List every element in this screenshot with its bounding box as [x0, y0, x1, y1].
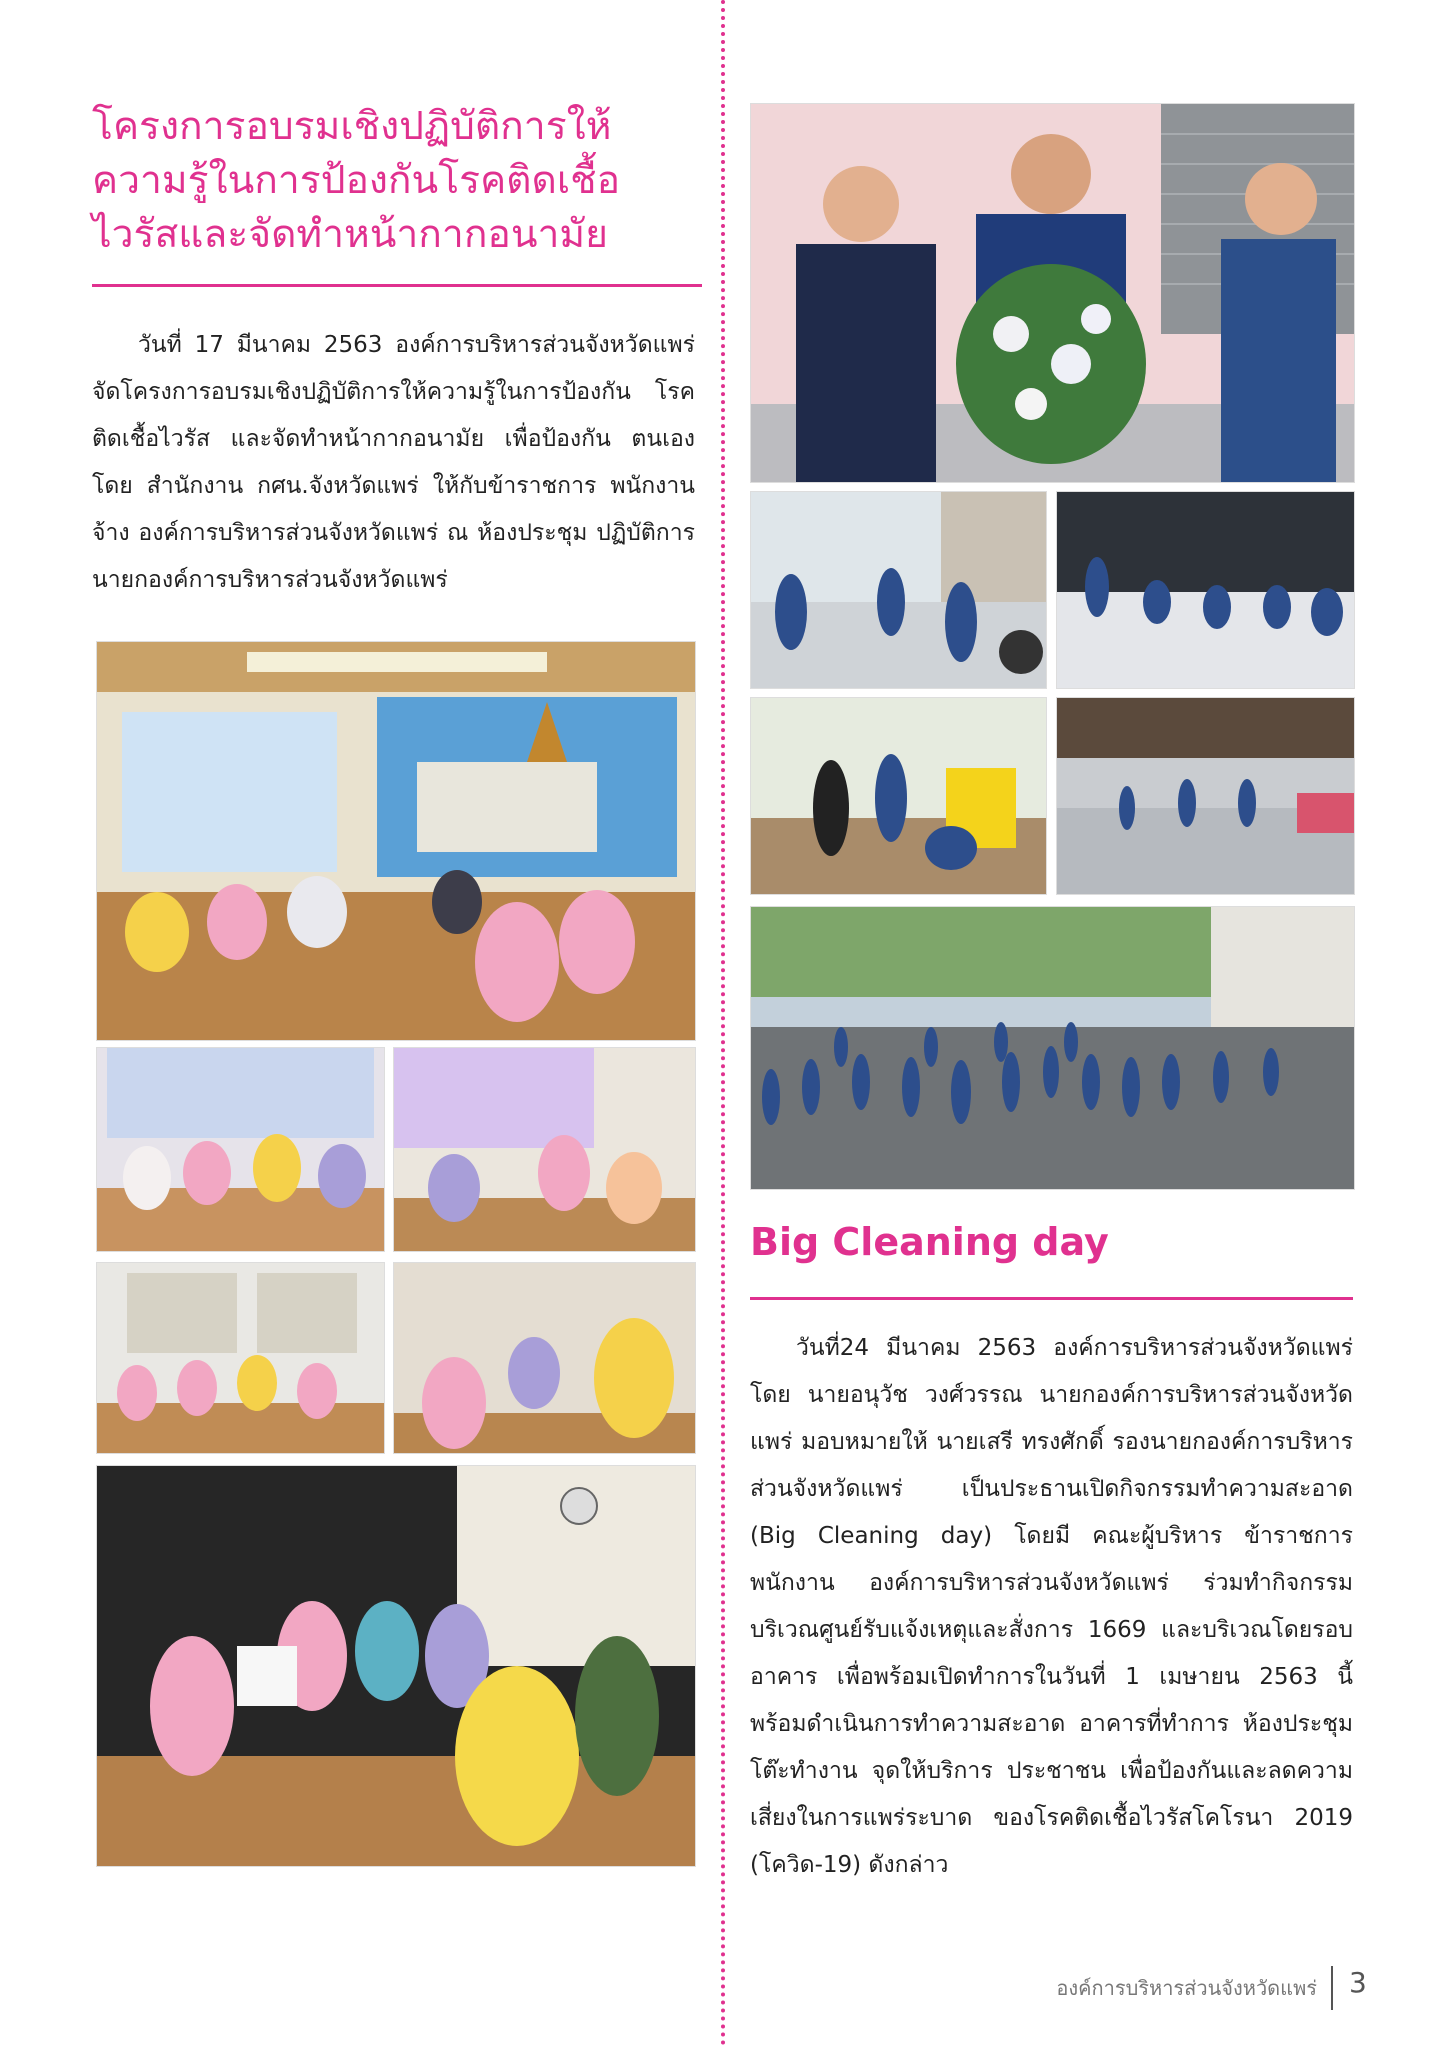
photo-mask-making-2	[393, 1047, 696, 1252]
right-article-title: Big Cleaning day	[750, 1220, 1109, 1264]
training-room-scene	[97, 642, 695, 1040]
left-article-body: วันที่ 17 มีนาคม 2563 องค์การบริหารส่วนจังหวัดแพร่ จัดโครงการอบรมเชิงปฏิบัติการให้ความรู้ในการป้องกัน โรคติดเชื้อไวรัส และจัดทำหน้ากากอนามัย เพื่อป้องกัน ตนเอง โดย สำนักงาน กศน.จังหวัดแพร่ ให้กับข้าราชการ พนักงานจ้าง องค์การบริหารส่วนจังหวัดแพร่ ณ ห้องประชุม ปฏิบัติการนายกองค์การบริหารส่วนจังหวัดแพร่	[92, 332, 695, 593]
photo-opening-ceremony	[750, 103, 1355, 483]
page-number: 3	[1349, 1966, 1367, 1999]
left-title-rule	[92, 284, 702, 287]
left-article-title: โครงการอบรมเชิงปฏิบัติการให้ความรู้ในการป้องกันโรคติดเชื้อไวรัสและจัดทำหน้ากากอนามัย	[92, 104, 621, 257]
photo-training-room	[96, 641, 696, 1041]
footer-separator	[1331, 1966, 1333, 2010]
right-title-rule	[750, 1297, 1353, 1300]
photo-staff-assembly	[750, 906, 1355, 1190]
footer-org-name: องค์การบริหารส่วนจังหวัดแพร่	[1056, 1976, 1317, 2000]
center-dotted-divider	[721, 0, 725, 2047]
photo-mask-making-1	[96, 1047, 385, 1252]
photo-cleaning-1	[750, 491, 1047, 689]
photo-mask-making-4	[393, 1262, 696, 1454]
photo-cleaning-4	[1056, 697, 1355, 895]
photo-mask-making-group	[96, 1465, 696, 1867]
photo-cleaning-2	[1056, 491, 1355, 689]
photo-cleaning-3	[750, 697, 1047, 895]
right-article-body: วันที่24 มีนาคม 2563 องค์การบริหารส่วนจังหวัดแพร่ โดย นายอนุวัช วงศ์วรรณ นายกองค์การบริหารส่วนจังหวัดแพร่ มอบหมายให้ นายเสรี ทรงศักดิ์ รองนายกองค์การบริหารส่วนจังหวัดแพร่ เป็นประธานเปิดกิจกรรมทำความสะอาด (Big Cleaning day) โดยมี คณะผู้บริหาร ข้าราชการ พนักงาน องค์การบริหารส่วนจังหวัดแพร่ ร่วมทำกิจกรรมบริเวณศูนย์รับแจ้งเหตุและสั่งการ 1669 และบริเวณโดยรอบอาคาร เพื่อพร้อมเปิดทำการในวันที่ 1 เมษายน 2563 นี้ พร้อมดำเนินการทำความสะอาด อาคารที่ทำการ ห้องประชุม โต๊ะทำงาน จุดให้บริการ ประชาชน เพื่อป้องกันและลดความเสี่ยงในการแพร่ระบาด ของโรคติดเชื้อไวรัสโคโรนา 2019 (โควิด-19) ดังกล่าว	[750, 1335, 1353, 1878]
photo-mask-making-3	[96, 1262, 385, 1454]
